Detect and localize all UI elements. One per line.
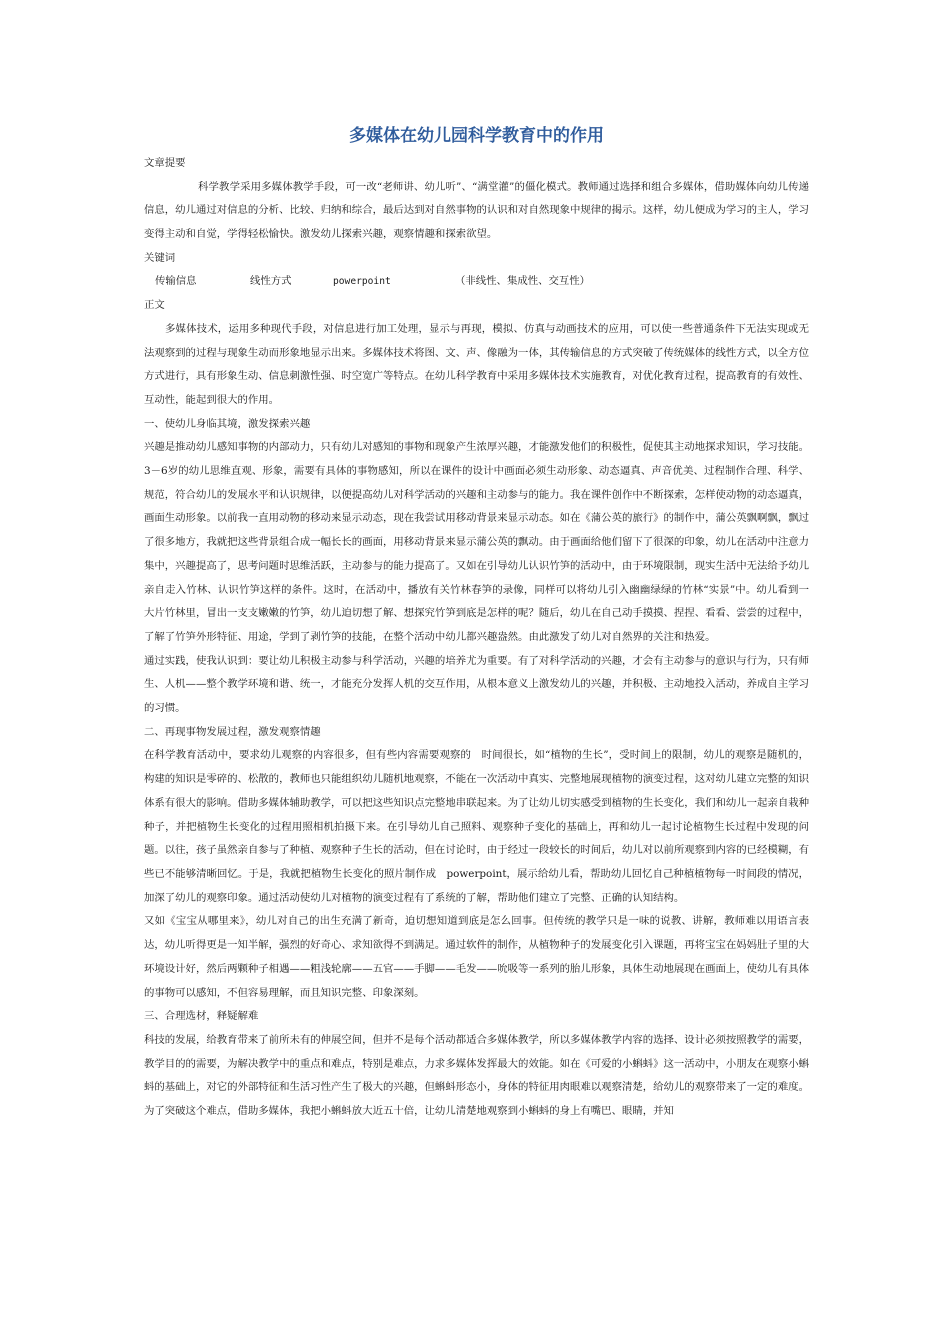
body-paragraph: 科技的发展，给教育带来了前所未有的伸展空间，但并不是每个活动都适合多媒体教学，所以多媒体教学内容的选择、设计必须按照教学的需要，教学目的的需要，为解决教学中的重点和难点，特别是难点，力求多媒体发挥最大的效能。如在《可爱的小蝌蚪》这一活动中，小朋友在观察小蝌蚪的基础上，对它的外部特征和生活习性产生了极大的兴趣，但蝌蚪形态小，身体的特征用肉眼难以观察清楚，给幼儿的观察带来了一定的难度。为了突破这个难点，借助多媒体，我把小蝌蚪放大近五十倍，让幼儿清楚地观察到小蝌蚪的身上有嘴巴、眼睛，并知: [144, 1033, 809, 1118]
intro-paragraph: 多媒体技术，运用多种现代手段，对信息进行加工处理，显示与再现，模拟、仿真与动画技术的应用，可以使一些普通条件下无法实现或无法观察到的过程与现象生动而形象地显示出来。多媒体技术将图、文、声、像融为一体，其传输信息的方式突破了传统媒体的线性方式，以全方位方式进行，具有形象生动、信息刺激性强、时空宽广等特点。在幼儿科学教育中采用多媒体技术实施教育，对优化教育过程，提高教育的有效性、互动性，能起到很大的作用。: [144, 322, 809, 406]
abstract-text: 科学教学采用多媒体教学手段，可一改“老师讲、幼儿听”、“满堂灌”的僵化模式。教师通过选择和组合多媒体，借助媒体向幼儿传递信息，幼儿通过对信息的分析、比较、归纳和综合，最后达到对自然事物的认识和对自然现象中规律的揭示。这样，幼儿便成为学习的主人，学习变得主动和自觉，学得轻松愉快。激发幼儿探索兴趣，观察情趣和探索欲望。: [144, 180, 809, 241]
keyword-item: powerpoint: [333, 276, 391, 288]
body-paragraph: 通过实践，使我认识到：要让幼儿积极主动参与科学活动，兴趣的培养尤为重要。有了对科学活动的兴趣，才会有主动参与的意识与行为，只有师生、人机——整个教学环境和谐、统一，才能充分发挥人机的交互作用，从根本意义上激发幼儿的兴趣，并积极、主动地投入活动，养成自主学习的习惯。: [144, 654, 809, 715]
document-body: [144, 152, 809, 1124]
abstract-label: 文章提要: [144, 157, 186, 169]
section-heading: 一、使幼儿身临其境，激发探索兴趣: [144, 417, 311, 430]
keywords-label: 关键词: [144, 251, 176, 264]
body-paragraph: 又如《宝宝从哪里来》，幼儿对自己的出生充满了新奇，迫切想知道到底是怎么回事。但传统的教学只是一味的说教、讲解，教师难以用语言表达，幼儿听得更是一知半解，强烈的好奇心、求知欲得不到满足。通过软件的制作，从植物种子的发展变化引入课题，再将宝宝在妈妈肚子里的大环境设计好，然后两颗种子相遇——粗浅轮廓——五官——手脚——毛发——吮吸等一系列的胎儿形象，具体生动地展现在画面上，使幼儿有具体的事物可以感知，不但容易理解，而且知识完整、印象深刻。: [144, 915, 809, 999]
body-paragraph: 在科学教育活动中，要求幼儿观察的内容很多，但有些内容需要观察的 时间很长，如“植物的生长”，受时间上的限制，幼儿的观察是随机的，构建的知识是零碎的、松散的，教师也只能组织幼儿随机地观察，不能在一次活动中真实、完整地展现植物的演变过程，这对幼儿建立完整的知识体系有很大的影响。借助多媒体辅助教学，可以把这些知识点完整地串联起来。为了让幼儿切实感受到植物的生长变化，我们和幼儿一起亲自栽种种子，并把植物生长变化的过程用照相机拍摄下来。在引导幼儿自己照料、观察种子变化的基础上，再和幼儿一起讨论植物生长过程中发现的问题。以往，孩子虽然亲自参与了种植、观察种子生长的活动，但在讨论时，由于经过一段较长的时间后，幼儿对以前所观察到内容的已经模糊，有些已不能够清晰回忆。于是，我就把植物生长变化的照片制作成 powerpoint，展示给幼儿看，帮助幼儿回忆自己种植植物每一时间段的情况，加深了幼儿的观察印象。通过活动使幼儿对植物的演变过程有了系统的了解，帮助他们建立了完整、正确的认知结构。: [144, 749, 809, 904]
keyword-item: 线性方式: [250, 275, 292, 288]
keywords-list: [144, 270, 809, 294]
keyword-item: （非线性、集成性、交互性）: [455, 275, 591, 288]
section-heading: 二、再现事物发展过程，激发观察情趣: [144, 725, 321, 738]
main-text-label: 正文: [144, 299, 165, 312]
section-heading: 三、合理选材，释疑解难: [144, 1010, 259, 1023]
keyword-item: 传输信息: [155, 275, 197, 288]
body-paragraph: 兴趣是推动幼儿感知事物的内部动力，只有幼儿对感知的事物和现象产生浓厚兴趣，才能激发他们的积极性，促使其主动地探求知识，学习技能。3－6岁的幼儿思维直观、形象，需要有具体的事物感知，所以在课件的设计中画面必须生动形象、动态逼真、声音优美、过程制作合理、科学、规范，符合幼儿的发展水平和认识规律，以便提高幼儿对科学活动的兴趣和主动参与的能力。我在课件创作中不断探索，怎样使动物的动态逼真，画面生动形象。以前我一直用动物的移动来显示动态，现在我尝试用移动背景来显示动态。如在《蒲公英的旅行》的制作中，蒲公英飘啊飘，飘过了很多地方，我就把这些背景组合成一幅长长的画面，用移动背景来显示蒲公英的飘动。由于画面给他们留下了很深的印象，幼儿在活动中注意力集中，兴趣提高了，思考问题时思维活跃，主动参与的能力提高了。又如在引导幼儿认识竹笋的活动中，由于环境限制，现实生活中无法给予幼儿亲自走入竹林、认识竹笋这样的条件。这时，在活动中，播放有关竹林春笋的录像，同样可以将幼儿引入幽幽绿绿的竹林“实景”中。幼儿看到一大片竹林里，冒出一支支嫩嫩的竹笋，幼儿迫切想了解、想探究竹笋到底是怎样的呢？随后，幼儿在自己动手摸摸、捏捏、看看、尝尝的过程中，了解了竹笋外形特征、用途，学到了剥竹笋的技能，在整个活动中幼儿都兴趣盎然。由此激发了幼儿对自然界的关注和热爱。: [144, 441, 809, 643]
document-title: 多媒体在幼儿园科学教育中的作用: [349, 126, 604, 146]
